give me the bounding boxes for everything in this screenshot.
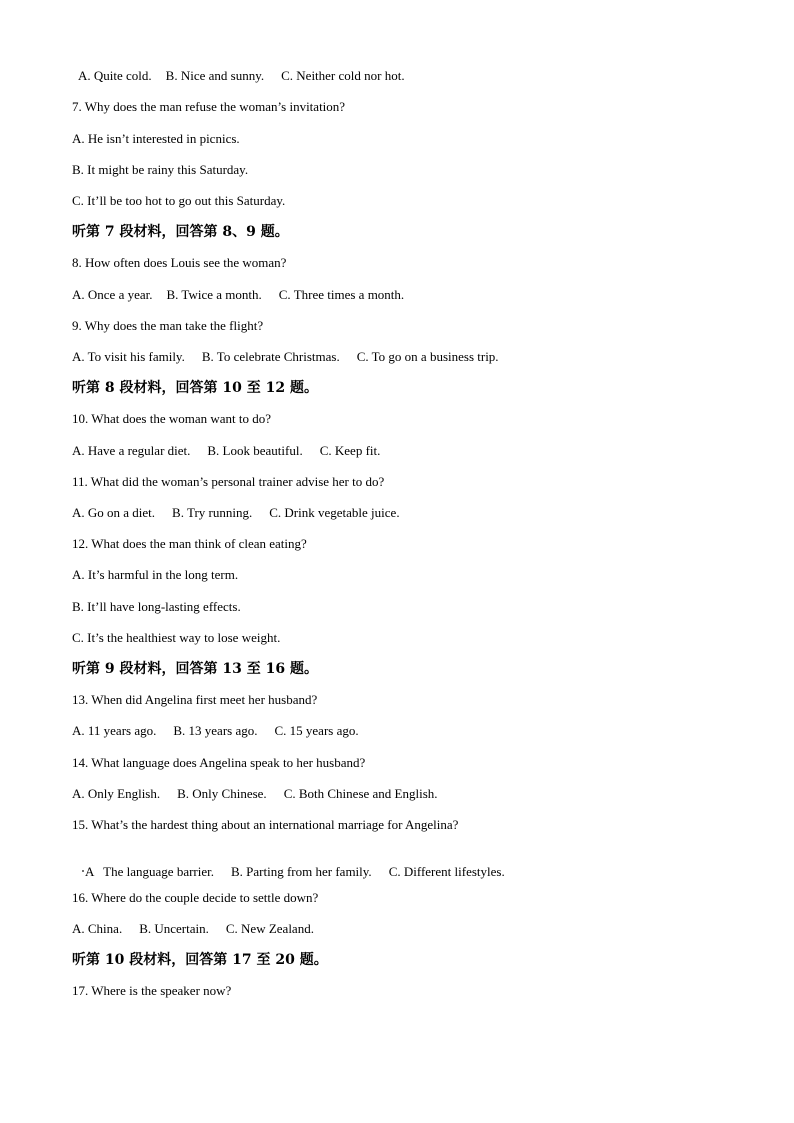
options-q15: [72, 848, 505, 896]
options-q11: [72, 505, 400, 521]
option-b: B. Uncertain.: [139, 921, 209, 936]
option-c: C. Three times a month.: [278, 287, 405, 302]
option-c: C. Different lifestyles.: [388, 864, 505, 879]
question-8: 8. How often does Louis see the woman?: [72, 255, 287, 270]
question-10: 10. What does the woman want to do?: [72, 411, 272, 426]
section-heading-7: 听第 7 段材料，回答第 8、9 题。: [72, 224, 289, 240]
option-b: B. 13 years ago.: [173, 723, 258, 738]
option-c: C. Both Chinese and English.: [283, 786, 438, 801]
option-12b: B. It’ll have long-lasting effects.: [72, 599, 241, 614]
options-q14: [72, 786, 438, 802]
question-7: 7. Why does the man refuse the woman’s invitation?: [72, 99, 346, 114]
option-b: B. Parting from her family.: [231, 864, 372, 879]
option-b: B. Twice a month.: [166, 287, 262, 302]
option-c: C. Drink vegetable juice.: [269, 505, 400, 520]
option-a: A. Quite cold.: [78, 68, 152, 83]
options-q9: [72, 349, 499, 365]
option-12a: A. It’s harmful in the long term.: [72, 567, 239, 582]
options-q16: [72, 921, 314, 937]
option-c: C. New Zealand.: [225, 921, 314, 936]
option-b: B. To celebrate Christmas.: [201, 349, 340, 364]
option-7b: B. It might be rainy this Saturday.: [72, 162, 249, 177]
option-a: A. Go on a diet.: [72, 505, 156, 520]
option-b: B. Nice and sunny.: [165, 68, 265, 83]
section-heading-9: 听第 9 段材料，回答第 13 至 16 题。: [72, 661, 318, 677]
section-heading-10: 听第 10 段材料，回答第 17 至 20 题。: [72, 952, 328, 968]
option-c: C. 15 years ago.: [274, 723, 359, 738]
question-13: 13. When did Angelina first meet her husband?: [72, 692, 318, 707]
option-b: B. Try running.: [172, 505, 253, 520]
option-7a: A. He isn’t interested in picnics.: [72, 131, 240, 146]
question-11: 11. What did the woman’s personal trainer advise her to do?: [72, 474, 385, 489]
question-12: 12. What does the man think of clean eating?: [72, 536, 307, 551]
question-14: 14. What language does Angelina speak to her husband?: [72, 755, 366, 770]
option-a: A. Have a regular diet.: [72, 443, 191, 458]
option-7c: C. It’ll be too hot to go out this Saturday.: [72, 193, 286, 208]
options-q8: [72, 287, 404, 303]
question-9: 9. Why does the man take the flight?: [72, 318, 264, 333]
question-15: 15. What’s the hardest thing about an international marriage for Angelina?: [72, 817, 459, 832]
option-c: C. Keep fit.: [319, 443, 381, 458]
option-a: A. China.: [72, 921, 123, 936]
option-a: A. To visit his family.: [72, 349, 185, 364]
option-a: A The language barrier.: [85, 864, 214, 879]
option-c: C. To go on a business trip.: [356, 349, 499, 364]
section-heading-8: 听第 8 段材料，回答第 10 至 12 题。: [72, 380, 318, 396]
option-a: A. Once a year.: [72, 287, 153, 302]
options-q13: [72, 723, 359, 739]
stray-mark: [82, 870, 84, 872]
option-12c: C. It’s the healthiest way to lose weight.: [72, 630, 281, 645]
option-a: A. Only English.: [72, 786, 161, 801]
options-q10: [72, 443, 380, 459]
question-16: 16. Where do the couple decide to settle down?: [72, 890, 319, 905]
option-a: A. 11 years ago.: [72, 723, 157, 738]
option-b: B. Only Chinese.: [177, 786, 267, 801]
option-c: C. Neither cold nor hot.: [281, 68, 405, 83]
option-b: B. Look beautiful.: [207, 443, 303, 458]
options-q6: [78, 68, 405, 84]
question-17: 17. Where is the speaker now?: [72, 983, 232, 998]
